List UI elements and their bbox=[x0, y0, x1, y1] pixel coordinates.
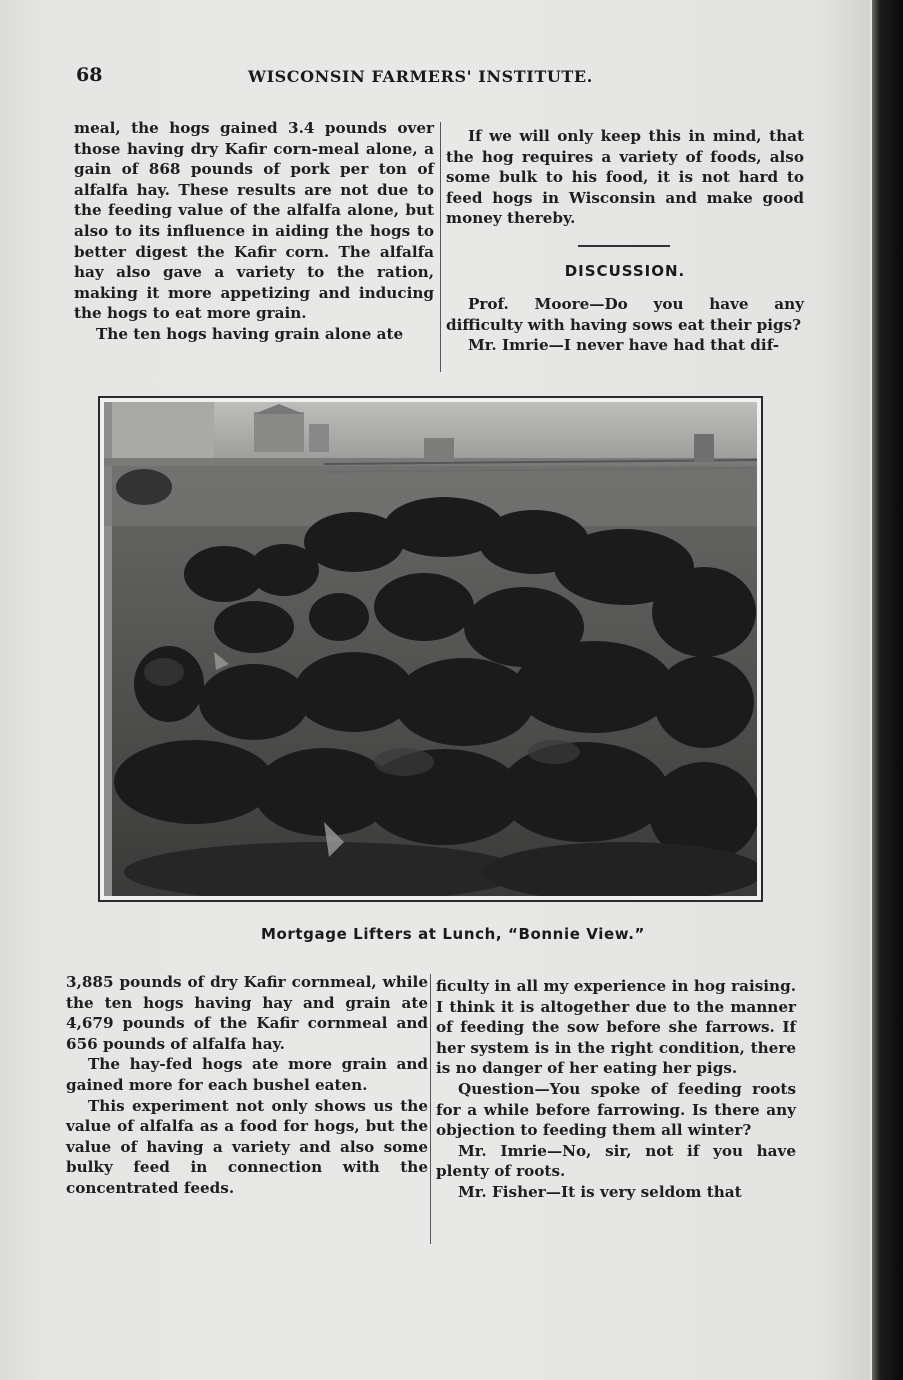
photo-caption: Mortgage Lifters at Lunch, “Bonnie View.” bbox=[260, 925, 646, 943]
paragraph: This experiment not only shows us the value of alfalfa as a food for hogs, but the value of having a variety and also some bulky feed in connection with the concentrated feeds. bbox=[66, 1096, 428, 1197]
paragraph: meal, the hogs gained 3.4 pounds over those having dry Kafir corn-meal alone, a gain of 868 pounds of pork per ton of alfalfa hay. These results are not due to the feeding value of the alfalfa alone, but also to its influence in aiding the hogs to better digest the Kafir corn. The alfalfa hay also gave a variety to the ration, making it more appetizing and inducing the hogs to eat more grain. bbox=[74, 119, 434, 323]
book-spine-shadow bbox=[872, 0, 903, 1380]
paragraph: The hay-fed hogs ate more grain and gained more for each bushel eaten. bbox=[66, 1055, 428, 1094]
column-divider bbox=[430, 974, 431, 1244]
paragraph: ficulty in all my experience in hog raising. I think it is altogether due to the manner of feeding the sow before she farrows. If her system is in the right condition, there is no danger of her eating her pigs. bbox=[436, 977, 796, 1078]
hog-photograph bbox=[98, 396, 763, 902]
text-column-upper-right-discussion bbox=[446, 294, 804, 356]
page-number: 68 bbox=[76, 64, 103, 86]
paragraph: Mr. Imrie—I never have had that dif- bbox=[468, 336, 779, 355]
running-title: WISCONSIN FARMERS' INSTITUTE. bbox=[248, 67, 593, 86]
text-column-lower-right bbox=[436, 976, 796, 1203]
text-column-lower-left bbox=[66, 972, 428, 1199]
hogs-feeding-image bbox=[104, 402, 757, 896]
paragraph: The ten hogs having grain alone ate bbox=[96, 324, 404, 343]
section-rule bbox=[578, 245, 670, 247]
running-header bbox=[76, 64, 636, 94]
paragraph: Prof. Moore—Do you have any difficulty with having sows eat their pigs? bbox=[446, 295, 804, 334]
column-divider bbox=[440, 122, 441, 372]
discussion-heading: DISCUSSION. bbox=[564, 262, 686, 280]
paragraph: If we will only keep this in mind, that the hog requires a variety of foods, also some bulk to his food, it is not hard to feed hogs in Wisconsin and make good money thereby. bbox=[446, 127, 804, 228]
paragraph: Mr. Fisher—It is very seldom that bbox=[458, 1182, 742, 1201]
paragraph: 3,885 pounds of dry Kafir cornmeal, while the ten hogs having hay and grain ate 4,679 pounds of the Kafir cornmeal and 656 pounds of alfalfa hay. bbox=[66, 973, 428, 1053]
paragraph: Mr. Imrie—No, sir, not if you have plenty of roots. bbox=[436, 1141, 796, 1181]
paragraph: Question—You spoke of feeding roots for a while before farrowing. Is there any objection to feeding them all winter? bbox=[436, 1079, 796, 1140]
text-column-upper-right bbox=[446, 126, 804, 229]
text-column-upper-left bbox=[74, 118, 434, 345]
